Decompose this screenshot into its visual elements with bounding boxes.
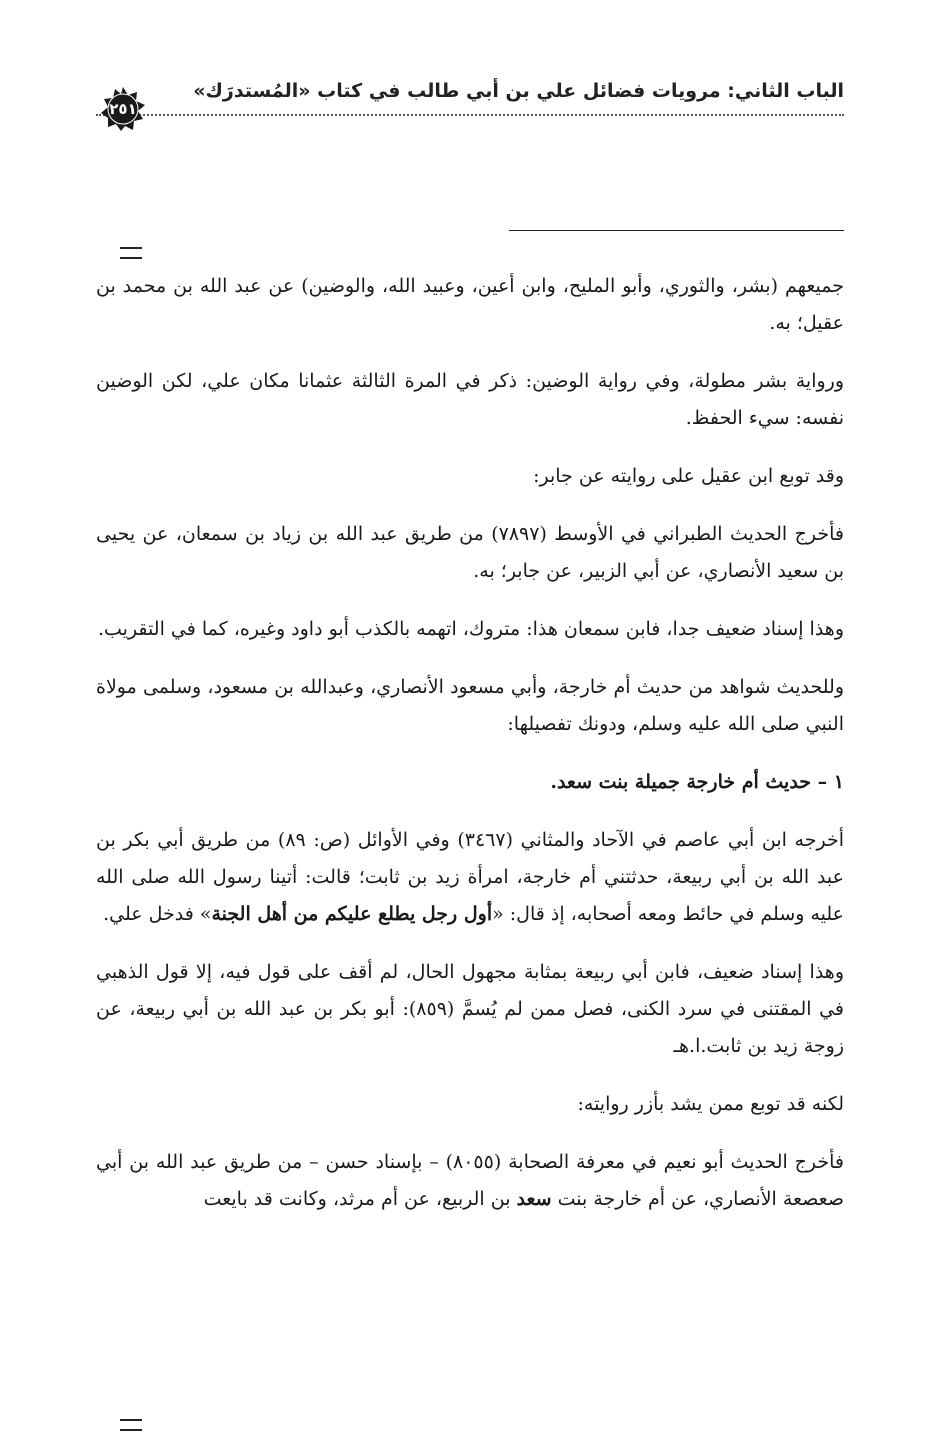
paragraph: وللحديث شواهد من حديث أم خارجة، وأبي مسعود الأنصاري، وعبدالله بن مسعود، وسلمى مولاة النبي صلى الله عليه وسلم، ودونك تفصيلها: — [96, 676, 844, 735]
bold-name: سعد — [516, 1188, 552, 1210]
paragraph-text: أخرجه ابن أبي عاصم في الآحاد والمثاني (٣٤٦٧) وفي الأوائل (ص: ٨٩) من طريق أبي بكر بن عبد الله بن أبي ربيعة، حدثتني أم خارجة، امرأة زيد بن ثابت؛ قالت: أتينا رسول الله صلى الله عليه وسلم في حائط ومعه أصحابه، إذ قال: « — [96, 829, 845, 925]
paragraph-text: بن الربيع، عن أم مرثد، وكانت قد بايعت — [203, 1188, 517, 1210]
paragraph: وهذا إسناد ضعيف، فابن أبي ربيعة بمثابة مجهول الحال، لم أقف على قول فيه، إلا قول الذهبي في المقتنى في سرد الكنى، فصل ممن لم يُسمَّ (٨٥٩): أبو بكر بن عبد الله بن أبي ربيعة، عن زوجة زيد بن ثابت.ا.هـ — [96, 961, 845, 1057]
paragraph: ورواية بشر مطولة، وفي رواية الوضين: ذكر في المرة الثالثة عثمانا مكان علي، لكن الوضين نفسه: سيء الحفظ. — [96, 370, 844, 429]
footnote-content — [96, 268, 844, 1239]
section-heading: ١ – حديث أم خارجة جميلة بنت سعد. — [550, 771, 844, 793]
paragraph: فأخرج الحديث الطبراني في الأوسط (٧٨٩٧) من طريق عبد الله بن زياد بن سمعان، عن يحيى بن سعيد الأنصاري، عن أبي الزبير، عن جابر؛ به. — [96, 523, 844, 582]
paragraph-text: فأخرج الحديث أبو نعيم في معرفة الصحابة (٨٠٥٥) – بإسناد حسن – من طريق عبد الله بن أبي صعصعة الأنصاري، عن أم خارجة بنت — [96, 1151, 845, 1210]
hadith-quote: أول رجل يطلع عليكم من أهل الجنة — [211, 903, 493, 925]
paragraph: وهذا إسناد ضعيف جدا، فابن سمعان هذا: متروك، اتهمه بالكذب أبو داود وغيره، كما في التقريب. — [97, 618, 844, 640]
paragraph — [96, 822, 844, 933]
paragraph: جميعهم (بشر، والثوري، وأبو المليح، وابن أعين، وعبيد الله، والوضين) عن عبد الله بن محمد بن عقيل؛ به. — [96, 275, 844, 334]
footnote-continuation-mark — [120, 1419, 142, 1431]
page-number-ornament — [100, 86, 146, 132]
paragraph: لكنه قد توبع ممن يشد بأزر روايته: — [577, 1093, 844, 1115]
footnote-separator-rule — [509, 230, 844, 231]
page-number: ٢٥١ — [109, 100, 137, 118]
header-rule — [96, 114, 844, 116]
footnote-continuation-mark — [120, 247, 142, 259]
paragraph: وقد توبع ابن عقيل على روايته عن جابر: — [533, 465, 844, 487]
page-header — [96, 70, 844, 132]
paragraph-text: » فدخل علي. — [103, 903, 212, 925]
paragraph — [96, 1144, 844, 1218]
running-title: الباب الثاني: مرويات فضائل علي بن أبي طالب في كتاب «المُستدرَك» — [193, 80, 844, 102]
